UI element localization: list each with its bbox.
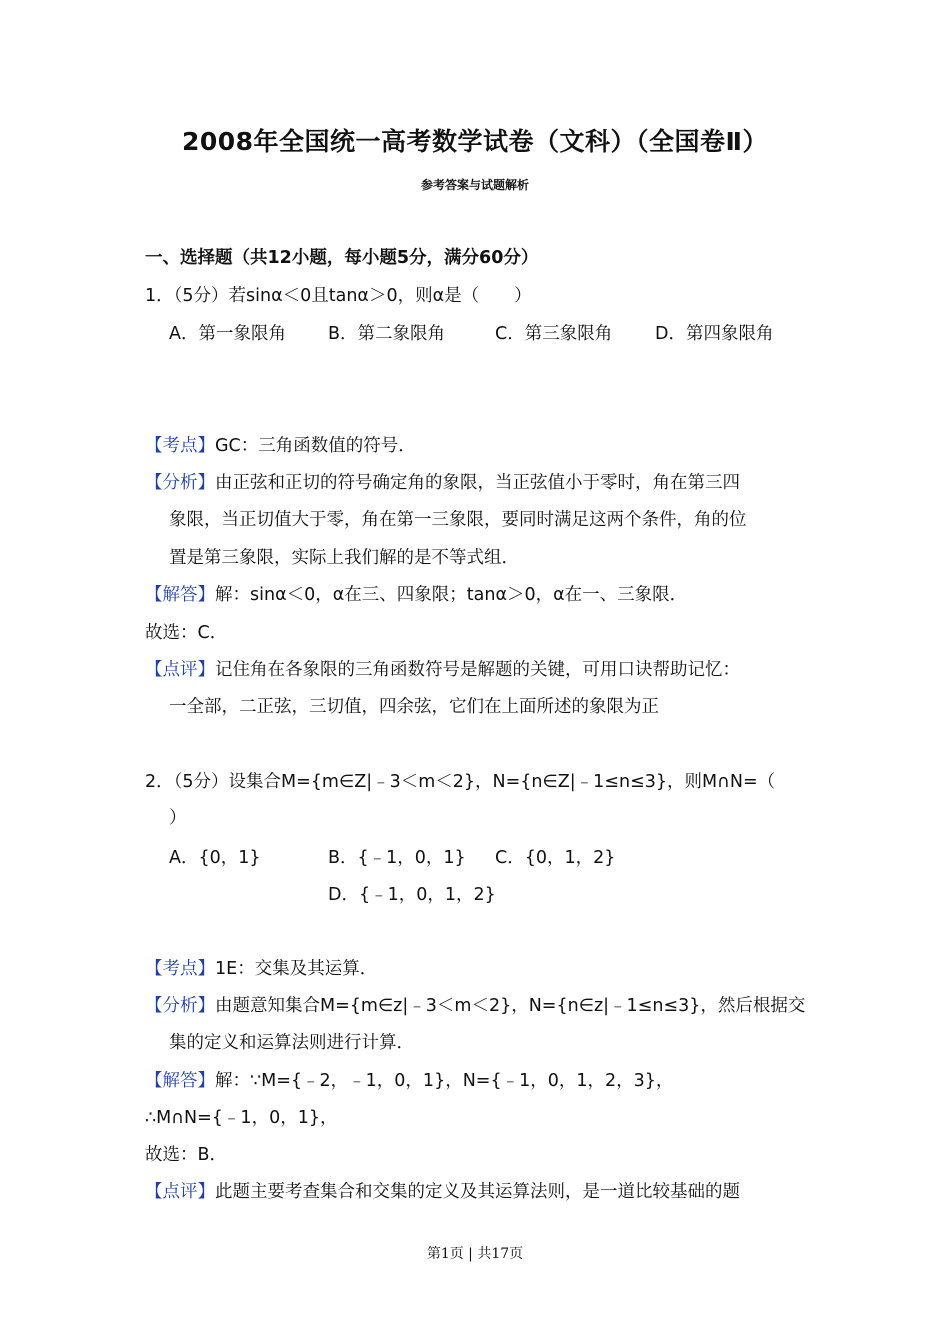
q1-option-d: D．第四象限角 <box>655 324 774 344</box>
q1-fenxi-line-2: 象限，当正切值大于零，角在第一三象限，要同时满足这两个条件，角的位 <box>169 510 747 530</box>
fenxi-tag: 【分析】 <box>145 996 215 1016</box>
q2-option-a: A．{0，1} <box>169 848 261 868</box>
q2-fenxi <box>145 994 805 1018</box>
q1-stem: 1．（5分）若sinα＜0且tanα＞0，则α是（ ） <box>145 286 532 306</box>
q2-answer: 故选：B． <box>145 1145 228 1165</box>
q2-jieda <box>145 1069 673 1093</box>
fenxi-tag: 【分析】 <box>145 473 215 493</box>
q2-option-c: C．{0，1，2} <box>495 848 616 868</box>
q2-kaodian-text: 1E：交集及其运算． <box>215 959 378 979</box>
q1-dianping <box>145 658 740 682</box>
q2-stem-line-1: 2．（5分）设集合M={m∈Z|﹣3＜m＜2}，N={n∈Z|﹣1≤n≤3}，则M∩N=（ <box>145 772 776 792</box>
q2-jieda-line-2: ∴M∩N={﹣1，0，1}， <box>145 1108 338 1128</box>
q2-dianping-text: 此题主要考查集合和交集的定义及其运算法则，是一道比较基础的题 <box>215 1182 740 1202</box>
q1-kaodian-text: GC：三角函数值的符号． <box>215 436 416 456</box>
dianping-tag: 【点评】 <box>145 1182 215 1202</box>
q2-fenxi-line-2: 集的定义和运算法则进行计算． <box>169 1033 414 1053</box>
q1-option-a: A．第一象限角 <box>169 324 286 344</box>
q2-stem-line-2: ） <box>169 808 187 828</box>
q1-fenxi-line-3: 置是第三象限，实际上我们解的是不等式组． <box>169 548 519 568</box>
q2-kaodian <box>145 957 377 981</box>
dianping-tag: 【点评】 <box>145 660 215 680</box>
q2-dianping <box>145 1180 740 1204</box>
page-footer: 第1页 | 共17页 <box>426 1246 524 1262</box>
q1-dianping-line-1: 记住角在各象限的三角函数符号是解题的关键，可用口诀帮助记忆： <box>215 660 740 680</box>
q2-option-b: B．{﹣1，0，1} <box>328 848 466 868</box>
section-heading: 一、选择题（共12小题，每小题5分，满分60分） <box>145 248 539 268</box>
q1-jieda-text: 解：sinα＜0，α在三、四象限；tanα＞0，α在一、三象限． <box>215 585 688 605</box>
q1-option-c: C．第三象限角 <box>495 324 613 344</box>
page-subtitle: 参考答案与试题解析 <box>420 178 529 192</box>
q1-dianping-line-2: 一全部，二正弦，三切值，四余弦，它们在上面所述的象限为正 <box>169 697 659 717</box>
q2-fenxi-line-1: 由题意知集合M={m∈z|﹣3＜m＜2}，N={n∈z|﹣1≤n≤3}，然后根据交 <box>215 996 806 1016</box>
kaodian-tag: 【考点】 <box>145 959 215 979</box>
jieda-tag: 【解答】 <box>145 585 215 605</box>
q2-option-d: D．{﹣1，0，1，2} <box>328 885 496 905</box>
q1-jieda <box>145 583 687 607</box>
q1-option-b: B．第二象限角 <box>328 324 446 344</box>
page-title: 2008年全国统一高考数学试卷（文科）（全国卷Ⅱ） <box>181 127 769 156</box>
jieda-tag: 【解答】 <box>145 1071 215 1091</box>
q1-kaodian <box>145 434 416 458</box>
q2-jieda-line-1: 解：∵M={﹣2，﹣1，0，1}，N={﹣1，0，1，2，3}， <box>215 1071 674 1091</box>
q1-answer: 故选：C． <box>145 623 228 643</box>
kaodian-tag: 【考点】 <box>145 436 215 456</box>
q1-fenxi-line-1: 由正弦和正切的符号确定角的象限，当正弦值小于零时，角在第三四 <box>215 473 740 493</box>
q1-fenxi <box>145 471 740 495</box>
